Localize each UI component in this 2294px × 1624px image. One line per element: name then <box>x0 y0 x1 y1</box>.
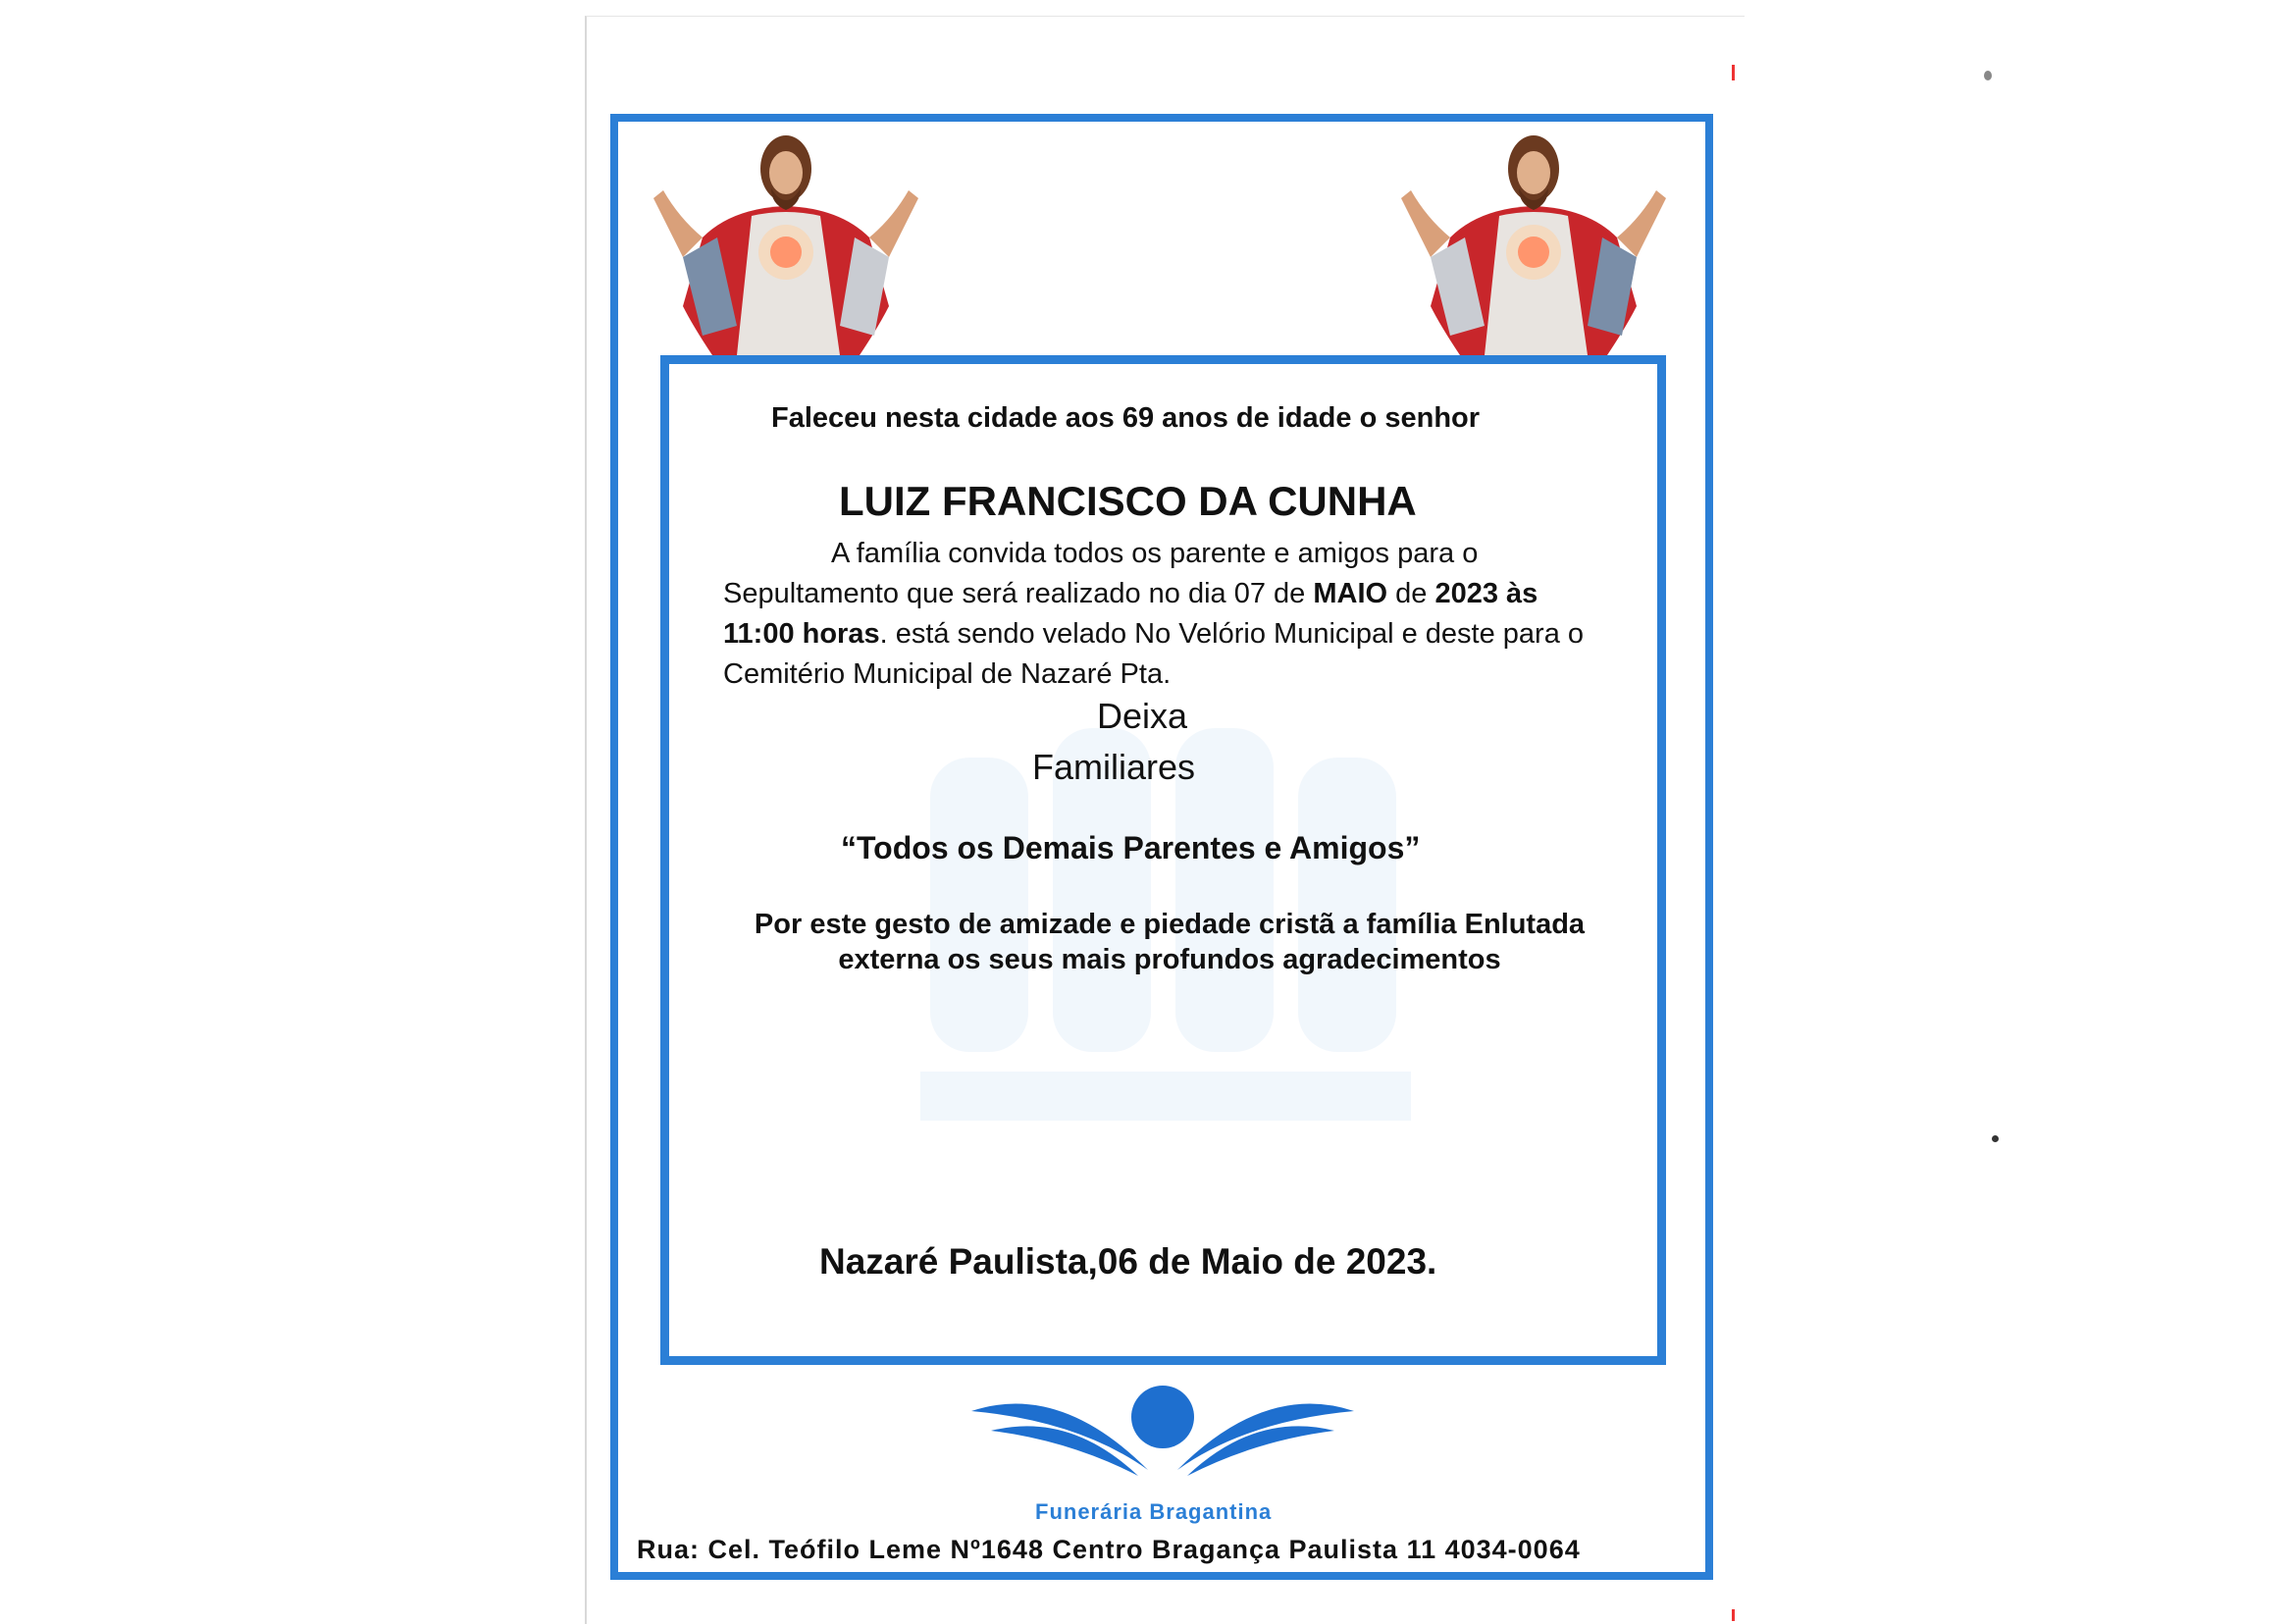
scan-speck <box>1984 71 1992 80</box>
funeral-home-address: Rua: Cel. Teófilo Leme Nº1648 Centro Bragança Paulista 11 4034-0064 <box>637 1535 1581 1564</box>
relatives-quote: “Todos os Demais Parentes e Amigos” <box>841 830 1421 865</box>
scan-speck <box>1732 1609 1735 1621</box>
funeral-home-logo <box>971 1382 1354 1480</box>
place-date: Nazaré Paulista,06 de Maio de 2023. <box>819 1241 1437 1282</box>
sacred-heart-jesus-icon <box>1391 130 1676 355</box>
thanks-message: Por este gesto de amizade e piedade cristã a família Enlutada externa os seus mais profundos agradecimentos <box>754 909 1586 975</box>
funeral-home-name: Funerária Bragantina <box>1035 1499 1273 1524</box>
leaves-label: Deixa <box>1097 696 1188 736</box>
deceased-name: LUIZ FRANCISCO DA CUNHA <box>839 478 1417 524</box>
family-label: Familiares <box>1032 747 1196 787</box>
sacred-heart-jesus-icon <box>644 130 928 355</box>
intro-line: Faleceu nesta cidade aos 69 anos de idade o senhor <box>771 402 1481 434</box>
invitation-paragraph: A família convida todos os parente e amigos para o Sepultamento que será realizado no dia 07 de MAIO de 2023 às 11:00 horas. está sendo velado No Velório Municipal e deste para o Cemitério Municipal de Nazaré Pta. <box>723 538 1585 690</box>
scan-speck <box>1732 65 1735 80</box>
scan-speck <box>1992 1135 1999 1142</box>
